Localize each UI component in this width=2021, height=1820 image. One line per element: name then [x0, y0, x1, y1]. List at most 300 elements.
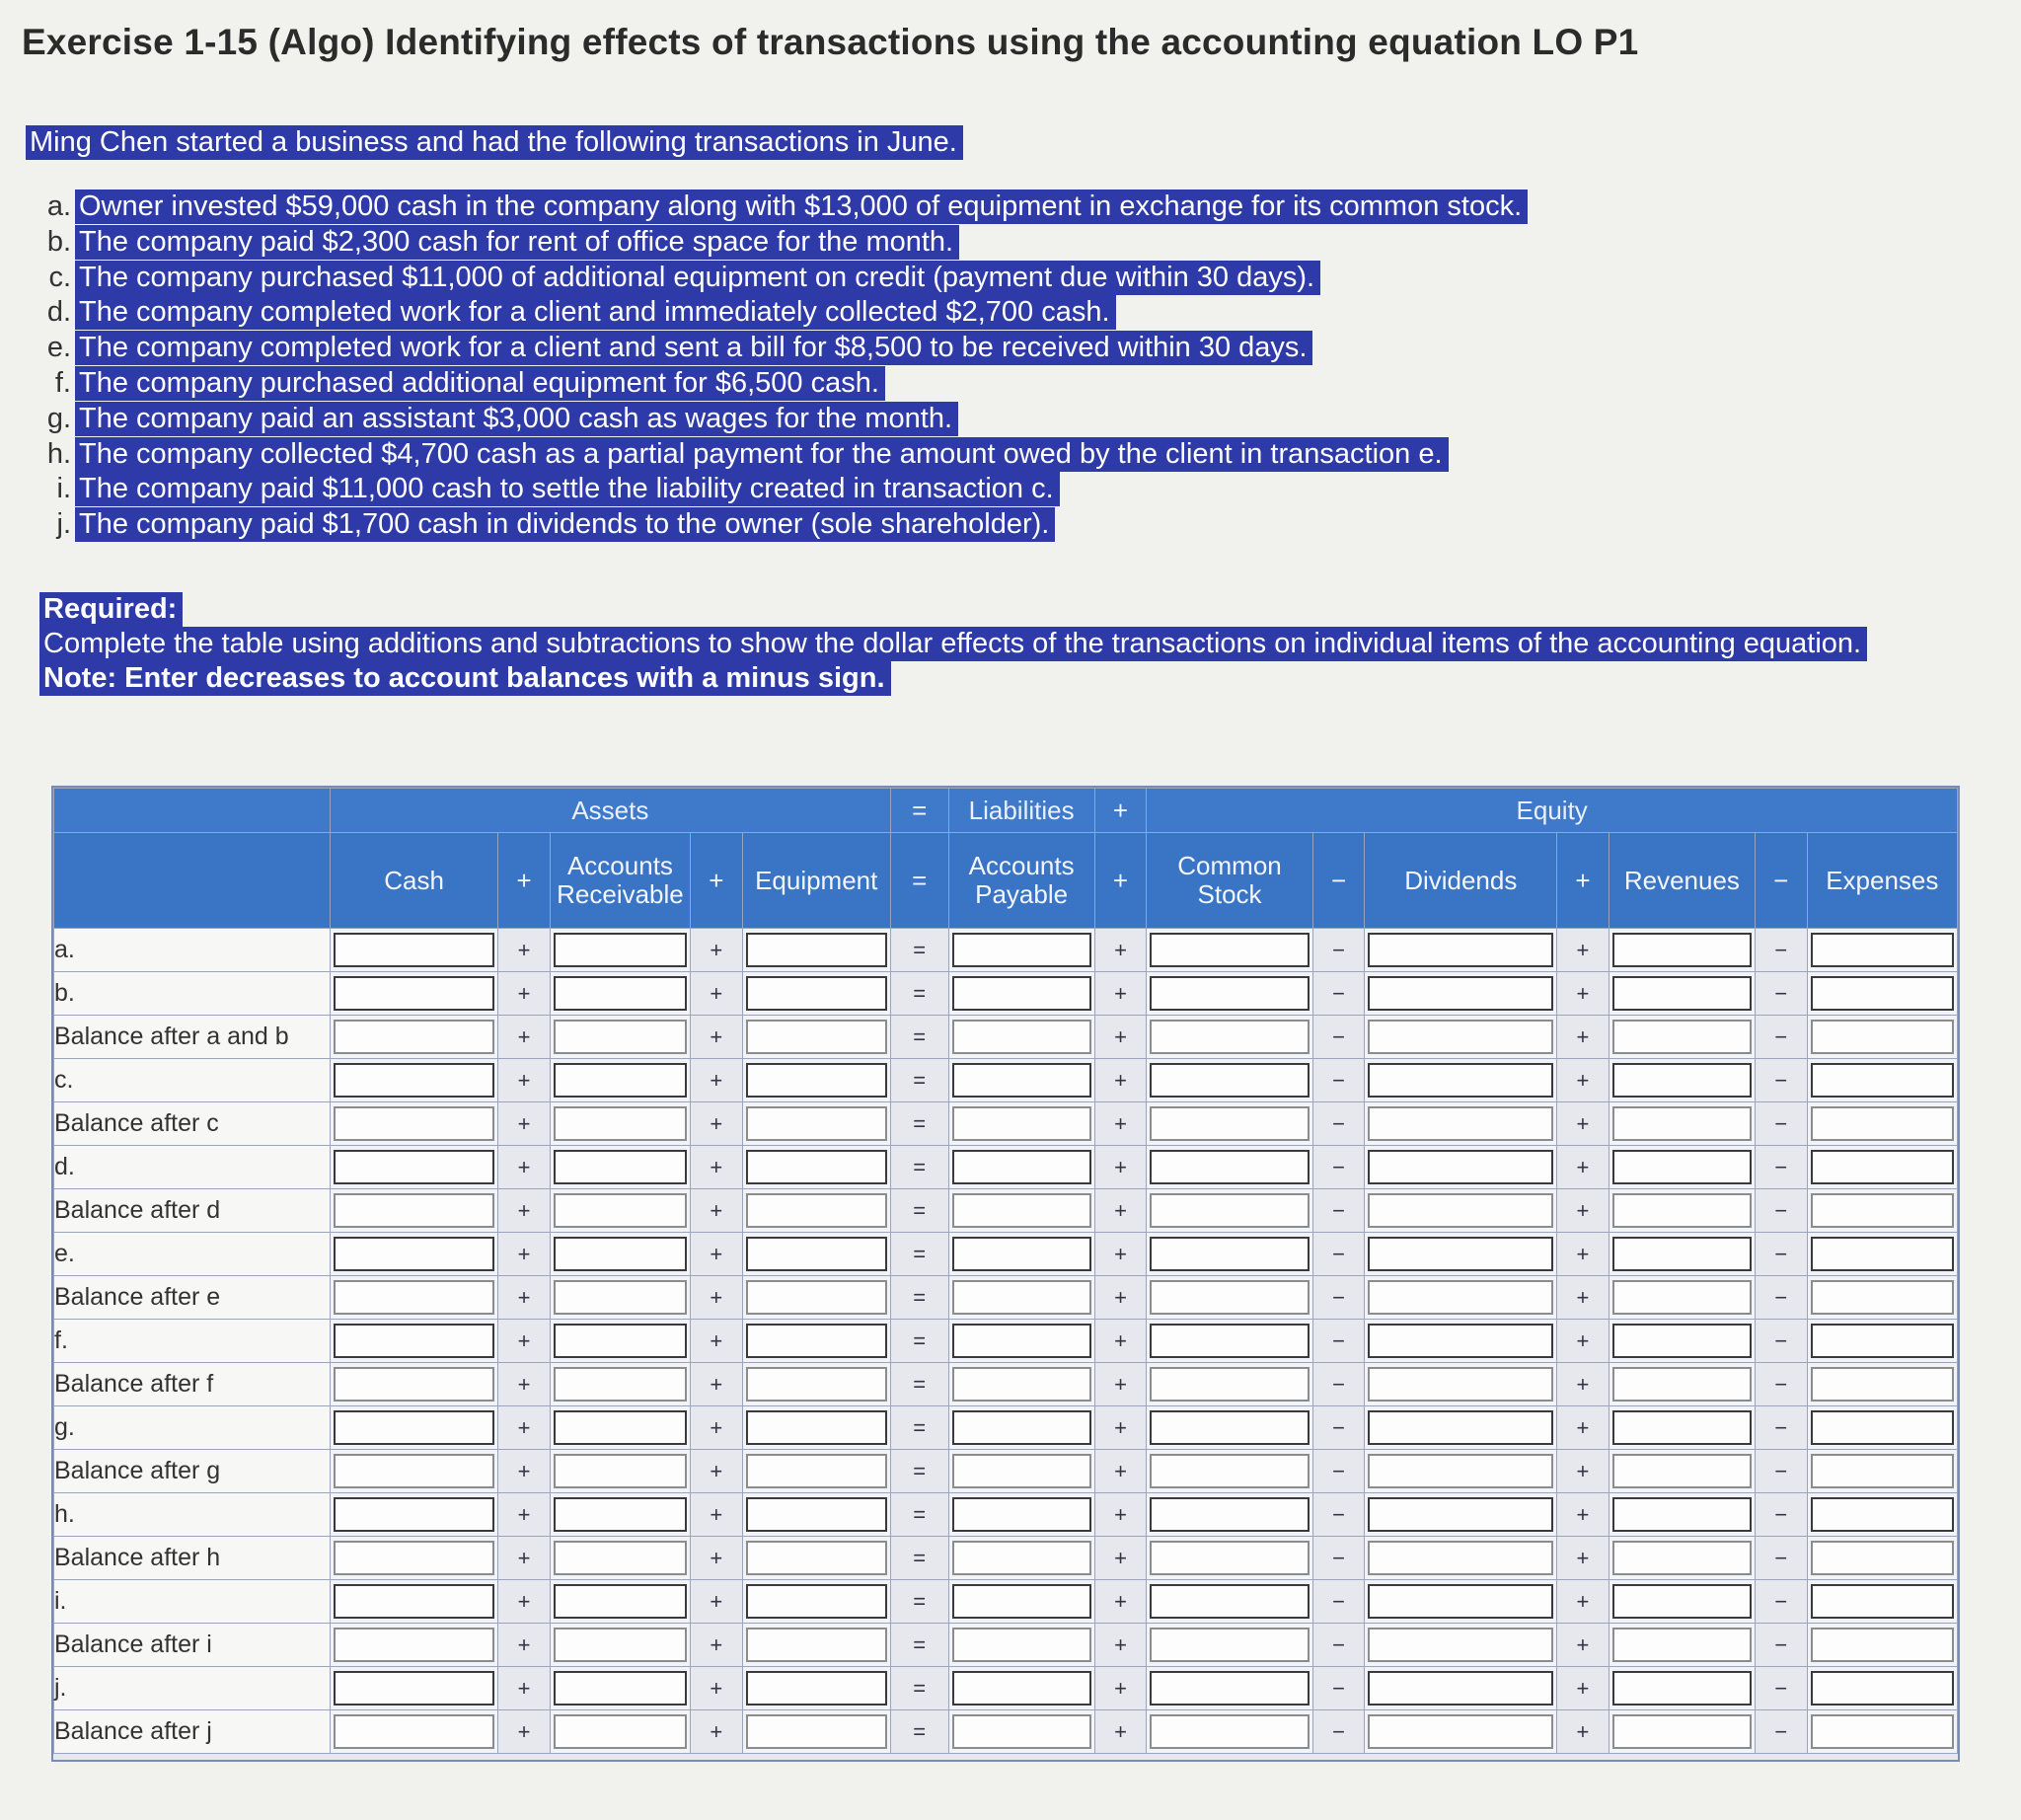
- revenues-cell: [1609, 1450, 1755, 1493]
- dividends-input[interactable]: [1368, 1020, 1553, 1054]
- plus-sign: +: [690, 1146, 742, 1189]
- dividends-input[interactable]: [1368, 1671, 1553, 1706]
- revenues-input[interactable]: [1612, 1541, 1752, 1575]
- accounts-receivable-cell: [550, 1450, 690, 1493]
- accounts-receivable-cell: [550, 1710, 690, 1754]
- row-label-header: [54, 833, 331, 929]
- transaction-row: [54, 1493, 1958, 1537]
- equipment-input[interactable]: [746, 1193, 887, 1228]
- expenses-input[interactable]: [1811, 976, 1954, 1011]
- cash-cell: [330, 929, 497, 972]
- common-stock-cell: [1147, 1320, 1312, 1363]
- accounts-receivable-input[interactable]: [554, 1671, 687, 1706]
- accounts-payable-cell: [948, 1450, 1094, 1493]
- plus-sign: +: [690, 1233, 742, 1276]
- accounts-receivable-input[interactable]: [554, 1106, 687, 1141]
- plus-sign: +: [1557, 1320, 1609, 1363]
- cash-input[interactable]: [334, 1714, 494, 1749]
- common-stock-input[interactable]: [1150, 976, 1309, 1011]
- revenues-cell: [1609, 972, 1755, 1016]
- equipment-input[interactable]: [746, 1280, 887, 1315]
- minus-sign: −: [1755, 1667, 1807, 1710]
- dividends-cell: [1365, 1493, 1557, 1537]
- common-stock-input[interactable]: [1150, 1193, 1309, 1228]
- dividends-input[interactable]: [1368, 1714, 1553, 1749]
- plus-sign: +: [690, 1363, 742, 1406]
- col-revenues: Revenues: [1609, 833, 1755, 929]
- transaction-item: f. The company purchased additional equipment for $6,500 cash.: [34, 366, 1528, 402]
- revenues-input[interactable]: [1612, 1497, 1752, 1532]
- plus-sign: +: [1094, 929, 1147, 972]
- cash-input[interactable]: [334, 1237, 494, 1271]
- equipment-input[interactable]: [746, 1410, 887, 1445]
- accounts-receivable-input[interactable]: [554, 1237, 687, 1271]
- common-stock-input[interactable]: [1150, 1106, 1309, 1141]
- plus-sign: +: [498, 1102, 551, 1146]
- dividends-cell: [1365, 972, 1557, 1016]
- plus-sign: +: [690, 1189, 742, 1233]
- equals-sign: =: [890, 789, 948, 833]
- common-stock-input[interactable]: [1150, 933, 1309, 967]
- common-stock-input[interactable]: [1150, 1410, 1309, 1445]
- common-stock-cell: [1147, 1710, 1312, 1754]
- revenues-input[interactable]: [1612, 933, 1752, 967]
- cash-input[interactable]: [334, 1280, 494, 1315]
- revenues-input[interactable]: [1612, 1063, 1752, 1098]
- plus-sign: +: [498, 1667, 551, 1710]
- dividends-input[interactable]: [1368, 1628, 1553, 1662]
- equipment-input[interactable]: [746, 1497, 887, 1532]
- plus-sign: +: [1094, 1580, 1147, 1624]
- plus-sign: +: [1557, 1624, 1609, 1667]
- plus-sign: +: [498, 1710, 551, 1754]
- accounts-payable-input[interactable]: [952, 1410, 1091, 1445]
- plus-sign: +: [690, 1059, 742, 1102]
- accounts-payable-input[interactable]: [952, 1150, 1091, 1184]
- revenues-input[interactable]: [1612, 1628, 1752, 1662]
- common-stock-input[interactable]: [1150, 1063, 1309, 1098]
- revenues-input[interactable]: [1612, 1410, 1752, 1445]
- dividends-input[interactable]: [1368, 1106, 1553, 1141]
- transaction-item: e. The company completed work for a client and sent a bill for $8,500 to be received within 30 days.: [34, 331, 1528, 366]
- minus-sign: −: [1755, 1059, 1807, 1102]
- dividends-input[interactable]: [1368, 976, 1553, 1011]
- accounts-payable-cell: [948, 1710, 1094, 1754]
- accounts-receivable-input[interactable]: [554, 1020, 687, 1054]
- accounts-receivable-input[interactable]: [554, 1280, 687, 1315]
- expenses-input[interactable]: [1811, 1584, 1954, 1619]
- common-stock-input[interactable]: [1150, 1020, 1309, 1054]
- dividends-cell: [1365, 1146, 1557, 1189]
- equipment-input[interactable]: [746, 1367, 887, 1402]
- plus-sign: +: [1094, 1276, 1147, 1320]
- expenses-input[interactable]: [1811, 1671, 1954, 1706]
- equipment-input[interactable]: [746, 1020, 887, 1054]
- equipment-cell: [742, 1493, 890, 1537]
- cash-input[interactable]: [334, 1020, 494, 1054]
- cash-cell: [330, 972, 497, 1016]
- cash-input[interactable]: [334, 1410, 494, 1445]
- expenses-cell: [1807, 1580, 1957, 1624]
- plus-sign: +: [1557, 1102, 1609, 1146]
- plus-sign: +: [690, 1624, 742, 1667]
- plus-sign: +: [1557, 1537, 1609, 1580]
- accounts-payable-input[interactable]: [952, 1324, 1091, 1358]
- minus-sign: −: [1312, 1320, 1365, 1363]
- revenues-cell: [1609, 1146, 1755, 1189]
- row-label: Balance after j: [54, 1710, 331, 1754]
- accounts-receivable-cell: [550, 1146, 690, 1189]
- accounts-payable-input[interactable]: [952, 933, 1091, 967]
- cash-cell: [330, 1233, 497, 1276]
- plus-sign: +: [690, 1450, 742, 1493]
- expenses-input[interactable]: [1811, 1020, 1954, 1054]
- revenues-input[interactable]: [1612, 1454, 1752, 1488]
- equals-sign: =: [890, 1146, 948, 1189]
- dividends-cell: [1365, 1667, 1557, 1710]
- accounts-receivable-cell: [550, 1233, 690, 1276]
- expenses-input[interactable]: [1811, 1628, 1954, 1662]
- expenses-input[interactable]: [1811, 1150, 1954, 1184]
- plus-sign: +: [1094, 1233, 1147, 1276]
- revenues-cell: [1609, 1537, 1755, 1580]
- revenues-input[interactable]: [1612, 1584, 1752, 1619]
- row-label: f.: [54, 1320, 331, 1363]
- revenues-cell: [1609, 1493, 1755, 1537]
- equipment-input[interactable]: [746, 1628, 887, 1662]
- minus-sign: −: [1755, 1710, 1807, 1754]
- col-accounts-receivable: Accounts Receivable: [550, 833, 690, 929]
- expenses-input[interactable]: [1811, 1280, 1954, 1315]
- dividends-cell: [1365, 929, 1557, 972]
- accounts-receivable-input[interactable]: [554, 1628, 687, 1662]
- dividends-input[interactable]: [1368, 1193, 1553, 1228]
- accounts-payable-input[interactable]: [952, 1237, 1091, 1271]
- accounts-receivable-input[interactable]: [554, 1584, 687, 1619]
- row-label: Balance after a and b: [54, 1016, 331, 1059]
- accounts-receivable-input[interactable]: [554, 1150, 687, 1184]
- plus-sign: +: [690, 1320, 742, 1363]
- plus-sign: +: [690, 1580, 742, 1624]
- transaction-item: i. The company paid $11,000 cash to settle the liability created in transaction c.: [34, 472, 1528, 507]
- accounts-payable-cell: [948, 1493, 1094, 1537]
- dividends-cell: [1365, 1406, 1557, 1450]
- expenses-input[interactable]: [1811, 1193, 1954, 1228]
- revenues-input[interactable]: [1612, 976, 1752, 1011]
- cash-input[interactable]: [334, 1324, 494, 1358]
- accounts-receivable-input[interactable]: [554, 1063, 687, 1098]
- revenues-input[interactable]: [1612, 1714, 1752, 1749]
- minus-sign: −: [1755, 1102, 1807, 1146]
- common-stock-cell: [1147, 1233, 1312, 1276]
- equipment-cell: [742, 929, 890, 972]
- common-stock-input[interactable]: [1150, 1541, 1309, 1575]
- expenses-input[interactable]: [1811, 1367, 1954, 1402]
- equals-sign: =: [890, 1537, 948, 1580]
- cash-cell: [330, 1537, 497, 1580]
- required-heading: Required:: [39, 592, 183, 627]
- common-stock-input[interactable]: [1150, 1324, 1309, 1358]
- dividends-input[interactable]: [1368, 1280, 1553, 1315]
- accounts-receivable-input[interactable]: [554, 1324, 687, 1358]
- cash-input[interactable]: [334, 976, 494, 1011]
- equipment-input[interactable]: [746, 933, 887, 967]
- minus-sign: −: [1312, 1450, 1365, 1493]
- plus-sign: +: [1094, 1146, 1147, 1189]
- transaction-row: [54, 1059, 1958, 1102]
- dividends-input[interactable]: [1368, 1063, 1553, 1098]
- common-stock-input[interactable]: [1150, 1628, 1309, 1662]
- equipment-input[interactable]: [746, 1671, 887, 1706]
- equipment-input[interactable]: [746, 1454, 887, 1488]
- expenses-input[interactable]: [1811, 1714, 1954, 1749]
- dividends-input[interactable]: [1368, 1410, 1553, 1445]
- accounts-receivable-input[interactable]: [554, 933, 687, 967]
- accounts-payable-cell: [948, 1276, 1094, 1320]
- equipment-cell: [742, 1102, 890, 1146]
- revenues-input[interactable]: [1612, 1671, 1752, 1706]
- accounts-payable-input[interactable]: [952, 1063, 1091, 1098]
- plus-sign: +: [1094, 1624, 1147, 1667]
- dividends-cell: [1365, 1102, 1557, 1146]
- dividends-input[interactable]: [1368, 933, 1553, 967]
- minus-sign: −: [1755, 1537, 1807, 1580]
- expenses-input[interactable]: [1811, 1237, 1954, 1271]
- cash-input[interactable]: [334, 1193, 494, 1228]
- common-stock-cell: [1147, 1059, 1312, 1102]
- accounts-receivable-input[interactable]: [554, 1193, 687, 1228]
- accounts-receivable-input[interactable]: [554, 1410, 687, 1445]
- row-label: h.: [54, 1493, 331, 1537]
- cash-input[interactable]: [334, 1367, 494, 1402]
- transaction-item: h. The company collected $4,700 cash as a partial payment for the amount owed by the client in transaction e.: [34, 437, 1528, 473]
- cash-input[interactable]: [334, 1150, 494, 1184]
- minus-sign: −: [1312, 1537, 1365, 1580]
- accounts-receivable-cell: [550, 1363, 690, 1406]
- plus-sign: +: [690, 1710, 742, 1754]
- minus-sign: −: [1312, 1363, 1365, 1406]
- plus-sign: +: [1094, 1406, 1147, 1450]
- common-stock-input[interactable]: [1150, 1454, 1309, 1488]
- cash-input[interactable]: [334, 1671, 494, 1706]
- minus-sign: −: [1755, 1450, 1807, 1493]
- accounts-payable-input[interactable]: [952, 1106, 1091, 1141]
- accounts-payable-input[interactable]: [952, 1193, 1091, 1228]
- equipment-input[interactable]: [746, 1063, 887, 1098]
- accounts-payable-input[interactable]: [952, 1584, 1091, 1619]
- row-label: a.: [54, 929, 331, 972]
- row-label: Balance after f: [54, 1363, 331, 1406]
- revenues-input[interactable]: [1612, 1280, 1752, 1315]
- cash-input[interactable]: [334, 1454, 494, 1488]
- cash-input[interactable]: [334, 1628, 494, 1662]
- common-stock-input[interactable]: [1150, 1237, 1309, 1271]
- common-stock-cell: [1147, 1406, 1312, 1450]
- accounts-receivable-input[interactable]: [554, 1367, 687, 1402]
- revenues-cell: [1609, 1276, 1755, 1320]
- plus-sign: +: [1557, 1667, 1609, 1710]
- minus-sign: −: [1312, 929, 1365, 972]
- equipment-input[interactable]: [746, 1106, 887, 1141]
- minus-sign: −: [1755, 1276, 1807, 1320]
- accounts-receivable-input[interactable]: [554, 1541, 687, 1575]
- accounts-payable-input[interactable]: [952, 1454, 1091, 1488]
- cash-cell: [330, 1624, 497, 1667]
- cash-cell: [330, 1493, 497, 1537]
- minus-sign: −: [1755, 833, 1807, 929]
- accounts-payable-input[interactable]: [952, 1280, 1091, 1315]
- plus-sign: +: [1094, 1537, 1147, 1580]
- revenues-input[interactable]: [1612, 1237, 1752, 1271]
- exercise-title: Exercise 1-15 (Algo) Identifying effects of transactions using the accounting equation LO P1: [22, 22, 1639, 62]
- expenses-input[interactable]: [1811, 1410, 1954, 1445]
- expenses-input[interactable]: [1811, 1063, 1954, 1098]
- minus-sign: −: [1312, 1189, 1365, 1233]
- expenses-input[interactable]: [1811, 1454, 1954, 1488]
- plus-sign: +: [1557, 929, 1609, 972]
- accounts-payable-input[interactable]: [952, 1497, 1091, 1532]
- equipment-input[interactable]: [746, 1541, 887, 1575]
- equipment-input[interactable]: [746, 1237, 887, 1271]
- plus-sign: +: [690, 1276, 742, 1320]
- cash-input[interactable]: [334, 1106, 494, 1141]
- dividends-input[interactable]: [1368, 1324, 1553, 1358]
- equipment-input[interactable]: [746, 1150, 887, 1184]
- cash-input[interactable]: [334, 1584, 494, 1619]
- plus-sign: +: [1094, 1016, 1147, 1059]
- col-common-stock: Common Stock: [1147, 833, 1312, 929]
- common-stock-cell: [1147, 1276, 1312, 1320]
- accounts-payable-input[interactable]: [952, 976, 1091, 1011]
- col-equipment: Equipment: [742, 833, 890, 929]
- plus-sign: +: [690, 1667, 742, 1710]
- accounts-receivable-cell: [550, 929, 690, 972]
- common-stock-input[interactable]: [1150, 1367, 1309, 1402]
- equals-sign: =: [890, 1624, 948, 1667]
- dividends-input[interactable]: [1368, 1237, 1553, 1271]
- minus-sign: −: [1312, 1580, 1365, 1624]
- revenues-input[interactable]: [1612, 1324, 1752, 1358]
- minus-sign: −: [1312, 1493, 1365, 1537]
- expenses-input[interactable]: [1811, 1324, 1954, 1358]
- dividends-input[interactable]: [1368, 1584, 1553, 1619]
- row-label: Balance after h: [54, 1537, 331, 1580]
- equals-sign: =: [890, 1450, 948, 1493]
- accounts-receivable-input[interactable]: [554, 976, 687, 1011]
- col-expenses: Expenses: [1807, 833, 1957, 929]
- revenues-input[interactable]: [1612, 1150, 1752, 1184]
- dividends-input[interactable]: [1368, 1367, 1553, 1402]
- expenses-cell: [1807, 1059, 1957, 1102]
- common-stock-input[interactable]: [1150, 1280, 1309, 1315]
- expenses-input[interactable]: [1811, 1541, 1954, 1575]
- expenses-input[interactable]: [1811, 933, 1954, 967]
- minus-sign: −: [1755, 1016, 1807, 1059]
- dividends-input[interactable]: [1368, 1150, 1553, 1184]
- equals-sign: =: [890, 1276, 948, 1320]
- accounts-receivable-input[interactable]: [554, 1497, 687, 1532]
- accounts-payable-input[interactable]: [952, 1628, 1091, 1662]
- equals-sign: =: [890, 1189, 948, 1233]
- common-stock-input[interactable]: [1150, 1671, 1309, 1706]
- equipment-input[interactable]: [746, 1584, 887, 1619]
- accounts-payable-cell: [948, 1667, 1094, 1710]
- accounts-receivable-input[interactable]: [554, 1714, 687, 1749]
- equipment-input[interactable]: [746, 1714, 887, 1749]
- plus-sign: +: [1557, 1580, 1609, 1624]
- plus-sign: +: [498, 1059, 551, 1102]
- plus-sign: +: [1557, 1406, 1609, 1450]
- equipment-input[interactable]: [746, 976, 887, 1011]
- transaction-row: [54, 1667, 1958, 1710]
- accounts-payable-input[interactable]: [952, 1714, 1091, 1749]
- expenses-cell: [1807, 1320, 1957, 1363]
- transaction-item: j. The company paid $1,700 cash in dividends to the owner (sole shareholder).: [34, 507, 1528, 543]
- common-stock-cell: [1147, 1450, 1312, 1493]
- col-cash: Cash: [330, 833, 497, 929]
- minus-sign: −: [1755, 1580, 1807, 1624]
- plus-sign: +: [1094, 1667, 1147, 1710]
- equipment-input[interactable]: [746, 1324, 887, 1358]
- cash-input[interactable]: [334, 1541, 494, 1575]
- cash-input[interactable]: [334, 1497, 494, 1532]
- balance-row: [54, 1450, 1958, 1493]
- cash-cell: [330, 1710, 497, 1754]
- revenues-cell: [1609, 1059, 1755, 1102]
- common-stock-input[interactable]: [1150, 1714, 1309, 1749]
- cash-cell: [330, 1406, 497, 1450]
- plus-sign: +: [690, 833, 742, 929]
- dividends-input[interactable]: [1368, 1454, 1553, 1488]
- revenues-input[interactable]: [1612, 1020, 1752, 1054]
- revenues-input[interactable]: [1612, 1367, 1752, 1402]
- expenses-input[interactable]: [1811, 1497, 1954, 1532]
- common-stock-cell: [1147, 1146, 1312, 1189]
- cash-cell: [330, 1580, 497, 1624]
- revenues-input[interactable]: [1612, 1106, 1752, 1141]
- accounts-payable-input[interactable]: [952, 1020, 1091, 1054]
- accounts-payable-cell: [948, 1016, 1094, 1059]
- expenses-input[interactable]: [1811, 1106, 1954, 1141]
- equipment-cell: [742, 1363, 890, 1406]
- expenses-cell: [1807, 1493, 1957, 1537]
- revenues-input[interactable]: [1612, 1193, 1752, 1228]
- equals-sign: =: [890, 1710, 948, 1754]
- dividends-input[interactable]: [1368, 1541, 1553, 1575]
- minus-sign: −: [1755, 1189, 1807, 1233]
- cash-input[interactable]: [334, 933, 494, 967]
- plus-sign: +: [690, 1016, 742, 1059]
- balance-row: [54, 1016, 1958, 1059]
- revenues-cell: [1609, 1016, 1755, 1059]
- accounts-payable-input[interactable]: [952, 1671, 1091, 1706]
- accounts-payable-input[interactable]: [952, 1541, 1091, 1575]
- balance-row: [54, 1537, 1958, 1580]
- equipment-cell: [742, 1537, 890, 1580]
- cash-cell: [330, 1363, 497, 1406]
- cash-input[interactable]: [334, 1063, 494, 1098]
- minus-sign: −: [1312, 1233, 1365, 1276]
- dividends-input[interactable]: [1368, 1497, 1553, 1532]
- accounts-payable-input[interactable]: [952, 1367, 1091, 1402]
- common-stock-input[interactable]: [1150, 1497, 1309, 1532]
- accounts-receivable-input[interactable]: [554, 1454, 687, 1488]
- equals-sign: =: [890, 833, 948, 929]
- transaction-row: [54, 1320, 1958, 1363]
- common-stock-input[interactable]: [1150, 1584, 1309, 1619]
- common-stock-input[interactable]: [1150, 1150, 1309, 1184]
- equals-sign: =: [890, 1667, 948, 1710]
